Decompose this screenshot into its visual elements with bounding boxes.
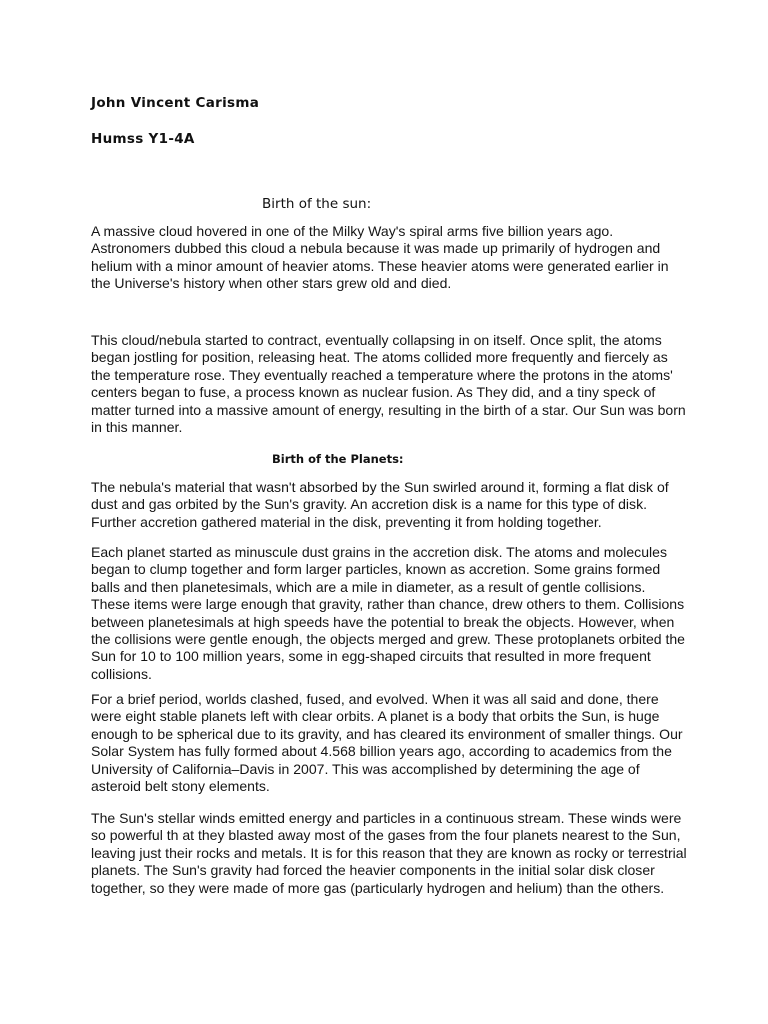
text-line: dust and gas orbited by the Sun's gravity. An accretion disk is a name for this type of disk. <box>91 496 648 513</box>
text-line: helium with a minor amount of heavier atoms. These heavier atoms were generated earlier in <box>91 257 669 274</box>
text-line: For a brief period, worlds clashed, fused, and evolved. When it was all said and done, there <box>91 691 659 707</box>
text-line: planets. The Sun's gravity had forced the heavier components in the initial solar disk closer <box>91 862 655 879</box>
planets-section-title: Birth of the Planets: <box>272 452 404 466</box>
text-line: University of California–Davis in 2007. This was accomplished by determining the age of <box>91 760 640 777</box>
text-line: leaving just their rocks and metals. It is for this reason that they are known as rocky or terrestrial <box>91 844 687 861</box>
text-line: the collisions were gentle enough, the objects merged and grew. These protoplanets orbited the <box>91 631 685 648</box>
text-line: This cloud/nebula started to contract, eventually collapsing in on itself. Once split, the atoms <box>91 332 662 348</box>
text-line: The Sun's stellar winds emitted energy and particles in a continuous stream. These winds were <box>91 810 682 826</box>
text-line: The nebula's material that wasn't absorbed by the Sun swirled around it, forming a flat disk of <box>91 479 669 495</box>
text-line: enough to be spherical due to its gravity, and has cleared its environment of smaller things. Our <box>91 725 683 742</box>
text-line: so powerful th at they blasted away most of the gases from the four planets nearest to the Sun, <box>91 827 681 844</box>
author-name: John Vincent Carisma <box>91 95 260 111</box>
text-line: began jostling for position, releasing heat. The atoms collided more frequently and fiercely as <box>91 349 668 366</box>
text-line: These items were large enough that gravity, rather than chance, drew others to them. Collisions <box>91 596 685 613</box>
text-line: collisions. <box>91 665 152 682</box>
text-line: asteroid belt stony elements. <box>91 778 270 795</box>
text-line: Sun for 10 to 100 million years, some in egg-shaped circuits that resulted in more frequent <box>91 648 651 665</box>
sun-section-title: Birth of the sun: <box>262 196 372 212</box>
paragraph <box>91 544 691 683</box>
text-line: matter turned into a massive amount of energy, resulting in the birth of a star. Our Sun was born <box>91 401 686 418</box>
paragraph <box>91 691 691 795</box>
text-line: Astronomers dubbed this cloud a nebula because it was made up primarily of hydrogen and <box>91 240 661 257</box>
text-line: Further accretion gathered material in the disk, preventing it from holding together. <box>91 513 602 530</box>
text-line: between planetesimals at high speeds have the potential to break the objects. However, when <box>91 613 675 630</box>
paragraph <box>91 479 691 531</box>
text-line: A massive cloud hovered in one of the Milky Way's spiral arms five billion years ago. <box>91 223 614 239</box>
text-line: were eight stable planets left with clear orbits. A planet is a body that orbits the Sun, is huge <box>91 708 660 725</box>
text-line: centers began to fuse, a process known as nuclear fusion. As They did, and a tiny speck of <box>91 384 656 401</box>
text-line: began to clump together and form larger particles, known as accretion. Some grains formed <box>91 561 661 578</box>
text-line: together, so they were made of more gas (particularly hydrogen and helium) than the others. <box>91 879 665 896</box>
text-line: in this manner. <box>91 419 183 436</box>
text-line: Solar System has fully formed about 4.568 billion years ago, according to academics from the <box>91 743 672 760</box>
class-section: Humss Y1-4A <box>91 131 195 147</box>
text-line: balls and then planetesimals, which are a mile in diameter, as a result of gentle collisions. <box>91 578 646 595</box>
paragraph <box>91 332 691 436</box>
paragraph <box>91 810 691 897</box>
text-line: the Universe's history when other stars grew old and died. <box>91 275 452 292</box>
paragraph <box>91 223 691 293</box>
text-line: Each planet started as minuscule dust grains in the accretion disk. The atoms and molecules <box>91 544 667 560</box>
text-line: the temperature rose. They eventually reached a temperature where the protons in the atoms' <box>91 366 673 383</box>
